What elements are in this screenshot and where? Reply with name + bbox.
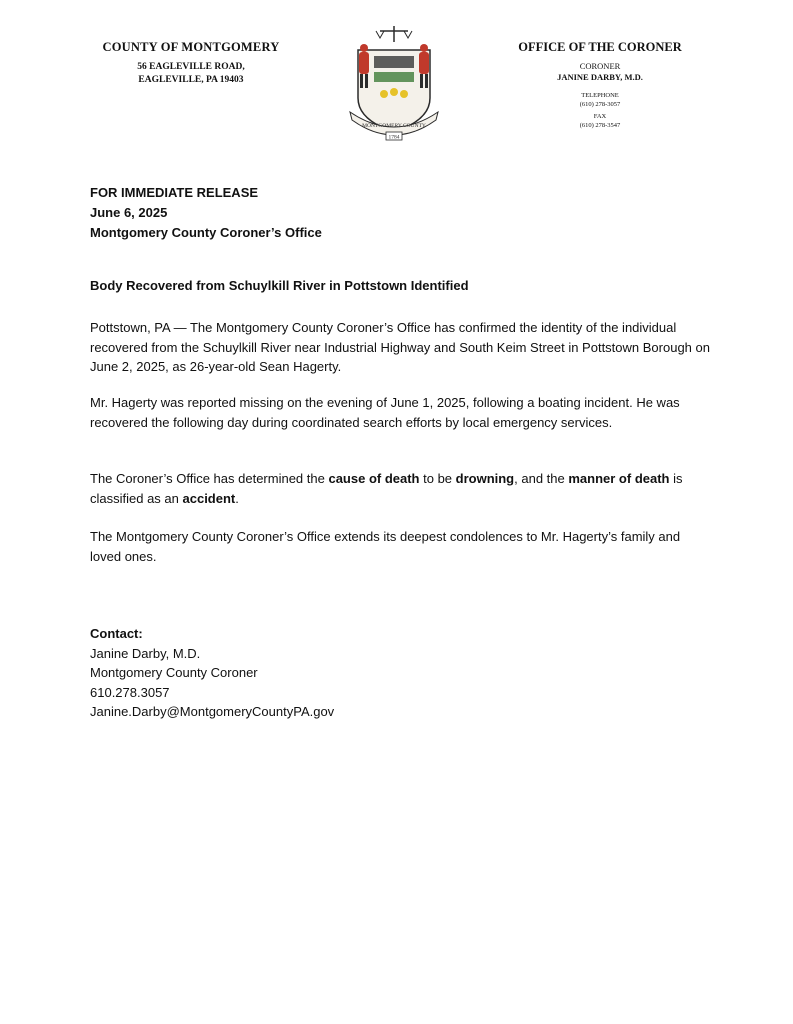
office-name: OFFICE OF THE CORONER — [518, 40, 682, 54]
coroner-role: CORONER — [579, 61, 621, 71]
telephone-label: TELEPHONE — [581, 92, 619, 99]
cause-of-death-label: cause of death — [328, 471, 420, 486]
fax-number: (610) 278-3547 — [579, 122, 621, 129]
contact-title: Montgomery County Coroner — [90, 665, 258, 680]
release-header — [90, 183, 322, 243]
press-headline: Body Recovered from Schuylkill River in Pottstown Identified — [90, 278, 469, 293]
contact-email[interactable]: Janine.Darby@MontgomeryCountyPA.gov — [90, 704, 335, 719]
cause-text-4: is classified as an — [90, 471, 683, 506]
manner-value: accident — [182, 490, 236, 506]
coroner-name: JANINE DARBY, M.D. — [557, 72, 643, 82]
address-line-1: 56 EAGLEVILLE ROAD, — [137, 62, 245, 72]
contact-name: Janine Darby, M.D. — [90, 645, 201, 661]
address-line-2: EAGLEVILLE, PA 19403 — [138, 75, 244, 85]
county-letterhead — [96, 40, 286, 87]
paragraph-condolences: The Montgomery County Coroner’s Office extends its deepest condolences to Mr. Hagerty’s family and loved ones. — [90, 529, 681, 564]
cause-text-1: The Coroner’s Office has determined the — [90, 471, 329, 486]
paragraph-missing: Mr. Hagerty was reported missing on the evening of June 1, 2025, following a boating incident. He was recovered the following day during coordinated search efforts by local emergency services. — [90, 395, 680, 430]
fax-label: FAX — [593, 113, 607, 120]
paragraph-identity: Pottstown, PA — The Montgomery County Coroner’s Office has confirmed the identity of the individual recovered from the Schuylkill River near Industrial Highway and South Keim Street in Pottstown Borough on June 2, 2025, as 26-year-old Sean Hagerty. — [90, 320, 710, 374]
county-seal-icon — [344, 20, 444, 146]
telephone-number: (610) 278-3057 — [579, 101, 621, 108]
cause-text-3: , and the — [514, 471, 569, 486]
paragraph-cause — [90, 469, 710, 508]
cause-value: drowning — [455, 471, 515, 486]
seal-ribbon-text: MONTGOMERY COUNTY — [362, 123, 426, 129]
seal-year: 1784 — [388, 134, 400, 141]
county-name: COUNTY OF MONTGOMERY — [102, 40, 280, 54]
release-label: FOR IMMEDIATE RELEASE — [90, 185, 259, 200]
contact-phone: 610.278.3057 — [90, 684, 170, 700]
release-date: June 6, 2025 — [90, 205, 168, 220]
release-office: Montgomery County Coroner’s Office — [90, 225, 322, 240]
manner-of-death-label: manner of death — [568, 471, 670, 486]
contact-heading: Contact: — [90, 626, 143, 641]
cause-text-5: . — [235, 490, 239, 506]
coroner-letterhead — [500, 40, 700, 130]
cause-text-2: to be — [419, 471, 456, 486]
contact-block — [90, 624, 334, 722]
